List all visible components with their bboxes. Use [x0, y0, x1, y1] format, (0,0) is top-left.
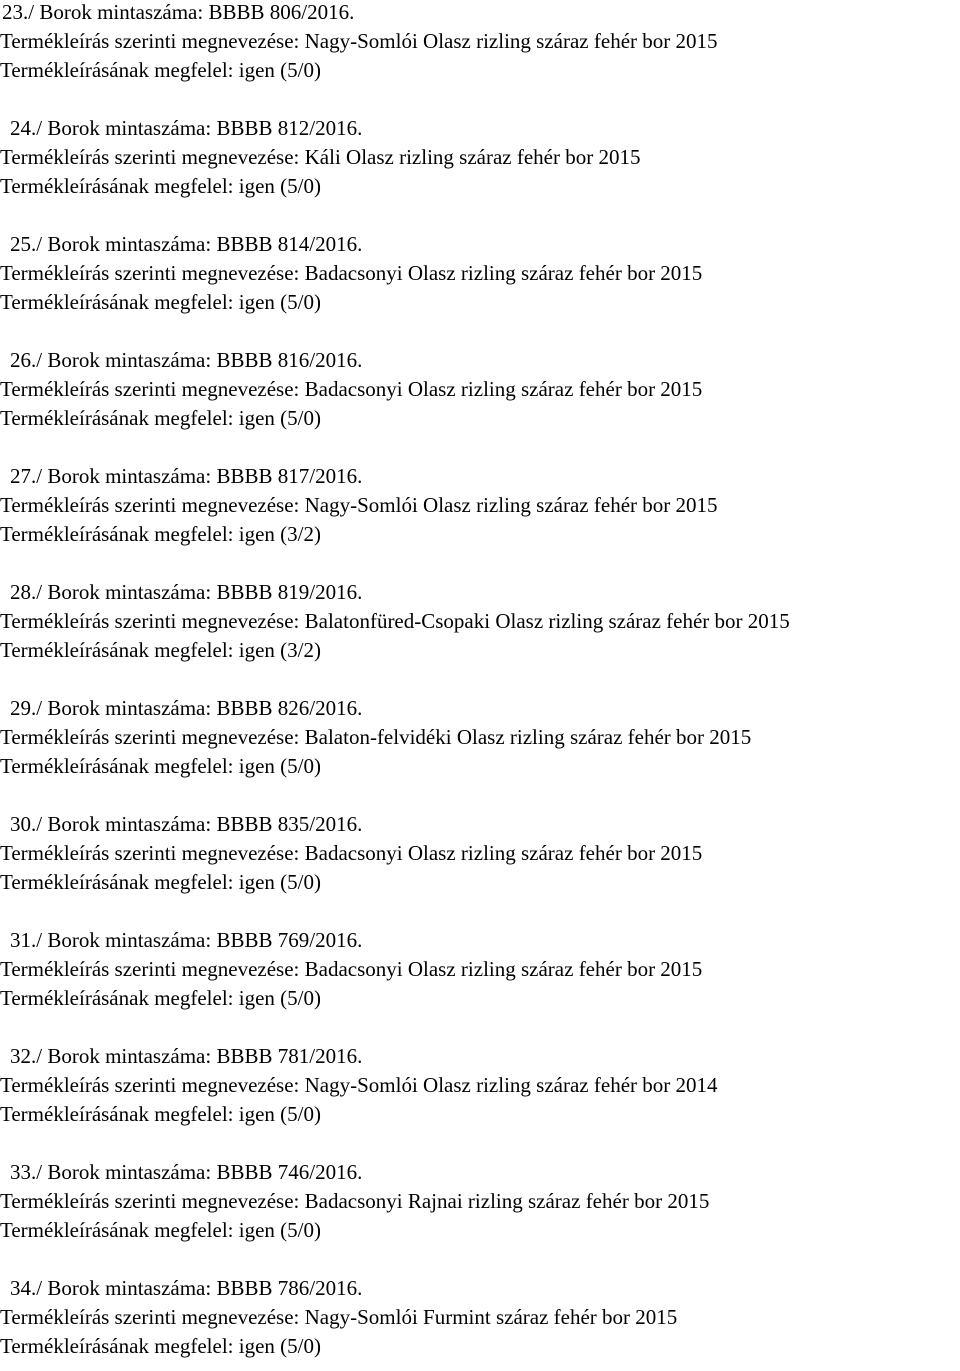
compliance-verdict: Termékleírásának megfelel: igen (5/0) [0, 986, 321, 1010]
sample-number: 30./ Borok mintaszáma: BBBB 835/2016. [10, 812, 363, 836]
wine-entry [0, 346, 960, 433]
product-name: Termékleírás szerinti megnevezése: Badacsonyi Olasz rizling száraz fehér bor 2015 [0, 261, 703, 285]
compliance-verdict: Termékleírásának megfelel: igen (5/0) [0, 1102, 321, 1126]
product-name: Termékleírás szerinti megnevezése: Nagy-Somlói Furmint száraz fehér bor 2015 [0, 1305, 678, 1329]
product-name: Termékleírás szerinti megnevezése: Nagy-Somlói Olasz rizling száraz fehér bor 2015 [0, 29, 718, 53]
wine-entry [0, 230, 960, 317]
sample-number: 28./ Borok mintaszáma: BBBB 819/2016. [10, 580, 363, 604]
compliance-verdict: Termékleírásának megfelel: igen (3/2) [0, 638, 321, 662]
sample-number: 23./ Borok mintaszáma: BBBB 806/2016. [2, 0, 355, 24]
sample-number: 34./ Borok mintaszáma: BBBB 786/2016. [10, 1276, 363, 1300]
wine-entry [0, 0, 960, 85]
sample-number: 29./ Borok mintaszáma: BBBB 826/2016. [10, 696, 363, 720]
wine-entry [0, 114, 960, 201]
sample-number: 26./ Borok mintaszáma: BBBB 816/2016. [10, 348, 363, 372]
product-name: Termékleírás szerinti megnevezése: Káli Olasz rizling száraz fehér bor 2015 [0, 145, 641, 169]
compliance-verdict: Termékleírásának megfelel: igen (5/0) [0, 1334, 321, 1358]
wine-entry [0, 462, 960, 549]
sample-number: 33./ Borok mintaszáma: BBBB 746/2016. [10, 1160, 363, 1184]
product-name: Termékleírás szerinti megnevezése: Badacsonyi Olasz rizling száraz fehér bor 2015 [0, 957, 703, 981]
compliance-verdict: Termékleírásának megfelel: igen (5/0) [0, 754, 321, 778]
wine-entry [0, 694, 960, 781]
wine-entry [0, 926, 960, 1013]
sample-number: 31./ Borok mintaszáma: BBBB 769/2016. [10, 928, 363, 952]
compliance-verdict: Termékleírásának megfelel: igen (5/0) [0, 1218, 321, 1242]
compliance-verdict: Termékleírásának megfelel: igen (5/0) [0, 58, 321, 82]
wine-entry [0, 1274, 960, 1361]
compliance-verdict: Termékleírásának megfelel: igen (5/0) [0, 406, 321, 430]
wine-entry [0, 1042, 960, 1129]
compliance-verdict: Termékleírásának megfelel: igen (5/0) [0, 870, 321, 894]
compliance-verdict: Termékleírásának megfelel: igen (5/0) [0, 174, 321, 198]
sample-number: 25./ Borok mintaszáma: BBBB 814/2016. [10, 232, 363, 256]
wine-entry [0, 578, 960, 665]
compliance-verdict: Termékleírásának megfelel: igen (3/2) [0, 522, 321, 546]
product-name: Termékleírás szerinti megnevezése: Nagy-Somlói Olasz rizling száraz fehér bor 2014 [0, 1073, 718, 1097]
product-name: Termékleírás szerinti megnevezése: Nagy-Somlói Olasz rizling száraz fehér bor 2015 [0, 493, 718, 517]
product-name: Termékleírás szerinti megnevezése: Badacsonyi Rajnai rizling száraz fehér bor 2015 [0, 1189, 710, 1213]
wine-entry [0, 1158, 960, 1245]
product-name: Termékleírás szerinti megnevezése: Badacsonyi Olasz rizling száraz fehér bor 2015 [0, 841, 703, 865]
sample-number: 32./ Borok mintaszáma: BBBB 781/2016. [10, 1044, 363, 1068]
product-name: Termékleírás szerinti megnevezése: Balaton-felvidéki Olasz rizling száraz fehér bor 2015 [0, 725, 752, 749]
sample-number: 24./ Borok mintaszáma: BBBB 812/2016. [10, 116, 363, 140]
sample-number: 27./ Borok mintaszáma: BBBB 817/2016. [10, 464, 363, 488]
product-name: Termékleírás szerinti megnevezése: Badacsonyi Olasz rizling száraz fehér bor 2015 [0, 377, 703, 401]
wine-entry [0, 810, 960, 897]
product-name: Termékleírás szerinti megnevezése: Balatonfüred-Csopaki Olasz rizling száraz fehér bor 2015 [0, 609, 790, 633]
compliance-verdict: Termékleírásának megfelel: igen (5/0) [0, 290, 321, 314]
